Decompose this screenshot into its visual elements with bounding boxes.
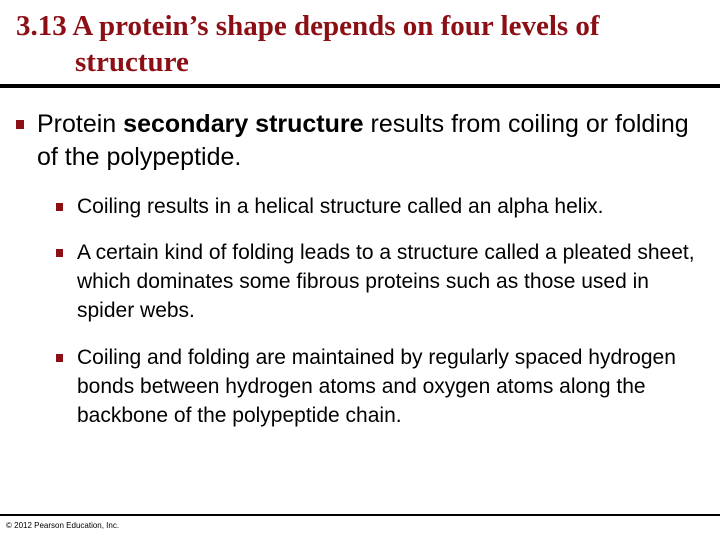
square-bullet-icon (16, 120, 24, 129)
square-bullet-icon (56, 354, 63, 362)
sub-bullet-text: Coiling results in a helical structure called an alpha helix. (77, 195, 604, 218)
bullet-text-bold: secondary structure (123, 110, 364, 138)
sub-bullet-text: A certain kind of folding leads to a structure called a pleated sheet, which dominates some fibrous proteins such as those used in spider webs. (77, 241, 695, 322)
footer-divider (0, 514, 720, 516)
sub-bullet-alpha-helix (56, 192, 696, 221)
sub-bullet-text: Coiling and folding are maintained by regularly spaced hydrogen bonds between hydrogen atoms and oxygen atoms along the backbone of the polypeptide chain. (77, 346, 676, 427)
sub-bullet-hydrogen-bonds (56, 343, 696, 430)
bullet-text-pre: Protein (37, 110, 124, 138)
bullet-text-post: results from coiling or folding of the polypeptide. (37, 110, 689, 171)
slide-title-line-2: structure (75, 46, 189, 78)
square-bullet-icon (56, 203, 63, 211)
title-divider (0, 84, 720, 88)
square-bullet-icon (56, 249, 63, 257)
copyright-footer: © 2012 Pearson Education, Inc. (6, 521, 120, 530)
sub-bullet-pleated-sheet (56, 238, 696, 325)
bullet-text (37, 108, 706, 174)
bullet-secondary-structure (16, 108, 706, 174)
slide-title-line-1: 3.13 A protein’s shape depends on four levels of (16, 10, 600, 42)
slide-title (16, 8, 706, 80)
